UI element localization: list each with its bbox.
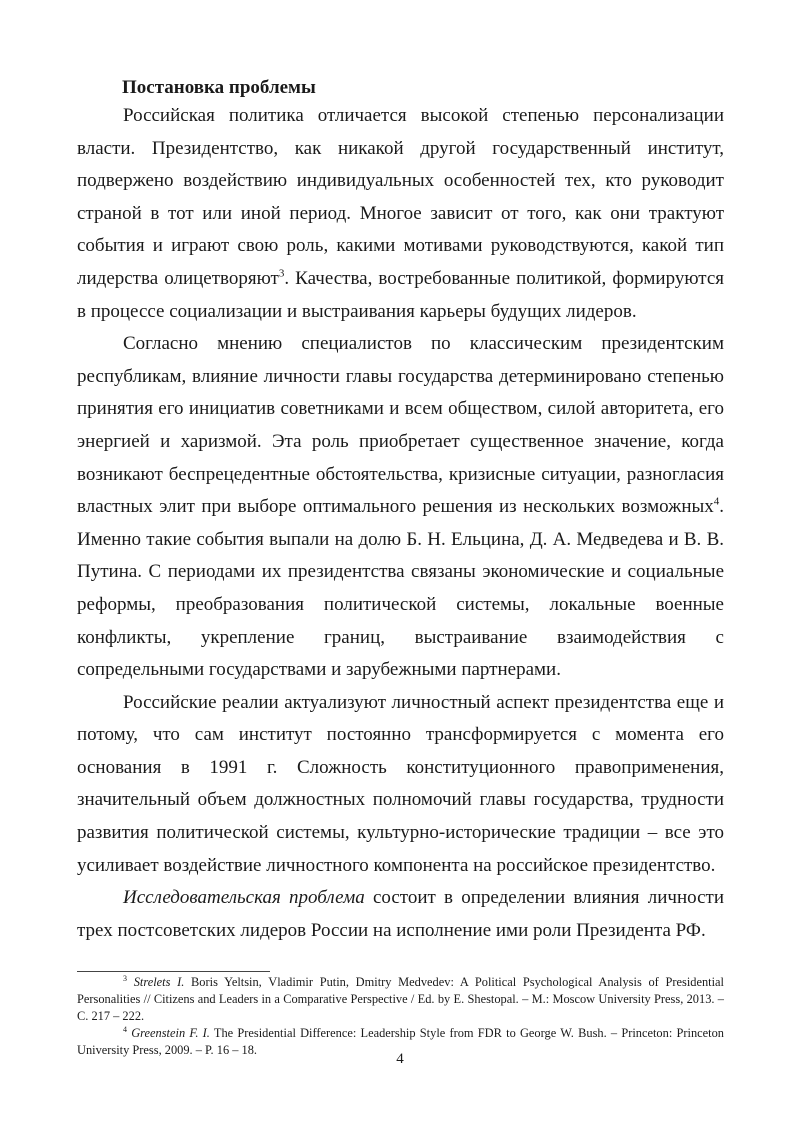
page-number: 4 xyxy=(396,1051,404,1067)
footnote-4-author: Greenstein F. I. xyxy=(131,1026,210,1040)
paragraph-2-text-b: . Именно такие события выпали на долю Б. Н. Ельцина, Д. А. Медведева и В. В. Путина. С периодами их президентства связаны экономические и социальные реформы, преобразования политической системы, локальные военные конфликты, укрепление границ, выстраивание взаимодействия с сопредельными государствами и зарубежными партнерами. xyxy=(77,496,724,681)
footnote-4-number: 4 xyxy=(123,1024,127,1034)
paragraph-1-text-a: Российская политика отличается высокой степенью персонализации власти. Президентство, как никакой другой государственный институт, подвержено воздействию индивидуальных особенностей тех, кто руководит страной в тот или иной период. Многое зависит от того, как они трактуют события и играют свою роль, какими мотивами руководствуются, какой тип лидерства олицетворяют xyxy=(77,105,724,289)
section-heading: Постановка проблемы xyxy=(122,77,316,98)
footnote-3-number: 3 xyxy=(123,973,127,983)
footnote-ref-3[interactable]: 3 xyxy=(278,267,285,280)
paragraph-2 xyxy=(77,328,724,687)
footnote-3-author: Strelets I. xyxy=(133,975,185,989)
footnote-3 xyxy=(77,974,724,1025)
paragraph-3: Российские реалии актуализуют личностный аспект президентства еще и потому, что сам институт постоянно трансформируется с момента его основания в 1991 г. Сложность конституционного правоприменения, значительный объем должностных полномочий главы государства, трудности развития политической системы, культурно-исторические традиции – все это усиливает воздействие личностного компонента на российское президентство. xyxy=(77,691,724,876)
paragraph-4 xyxy=(77,882,724,947)
footnotes xyxy=(77,974,724,1059)
footnote-ref-4[interactable]: 4 xyxy=(713,495,720,508)
paragraph-1-text-b: . Качества, востребованные политикой, формируются в процессе социализации и выстраивания карьеры будущих лидеров. xyxy=(77,267,724,322)
research-problem-term: Исследовательская проблема xyxy=(123,887,365,909)
body-text xyxy=(77,100,724,947)
paragraph-1 xyxy=(77,100,724,328)
footnote-3-text: Boris Yeltsin, Vladimir Putin, Dmitry Medvedev: A Political Psychological Analysis of Presidential Personalities // Citizens and Leaders in a Comparative Perspective / Ed. by E. Shestopal. – M.: Moscow University Press, 2013. – С. 217 – 222. xyxy=(77,975,724,1023)
paragraph-2-text-a: Согласно мнению специалистов по классическим президентским республикам, влияние личности главы государства детерминировано степенью принятия его инициатив советниками и всем обществом, силой авторитета, его энергией и харизмой. Эта роль приобретает существенное значение, когда возникают беспрецедентные обстоятельства, кризисные ситуации, разногласия властных элит при выборе оптимального решения из нескольких возможных xyxy=(77,333,724,518)
paragraph-4-text: состоит в определении влияния личности трех постсоветских лидеров России на исполнение ими роли Президента РФ. xyxy=(77,887,724,941)
footnote-4-text: The Presidential Difference: Leadership Style from FDR to George W. Bush. – Princeton: Princeton University Press, 2009. – P. 16 – 18. xyxy=(77,1026,724,1057)
footnote-separator xyxy=(77,971,270,972)
